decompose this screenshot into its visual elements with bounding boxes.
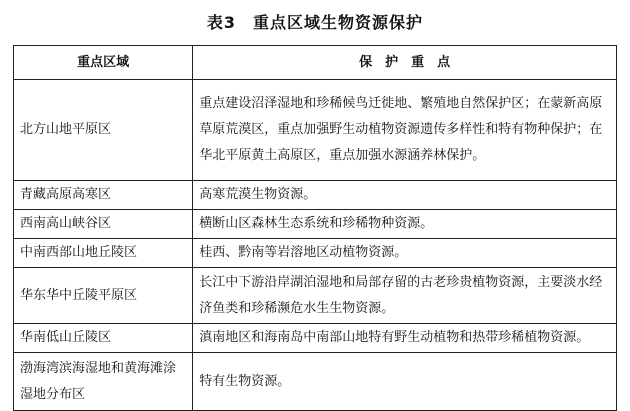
table-title: 表3 重点区域生物资源保护 (206, 13, 424, 32)
row-area: 中南西部山地丘陵区 (14, 239, 193, 268)
table-row (14, 324, 617, 353)
table-row (14, 268, 617, 324)
row-area: 华东华中丘陵平原区 (14, 268, 193, 324)
row-area: 渤海湾滨海湿地和黄海滩涂湿地分布区 (14, 353, 193, 411)
table-row (14, 80, 617, 181)
header-area: 重点区域 (14, 46, 193, 80)
table-header-row (14, 46, 617, 80)
row-focus: 横断山区森林生态系统和珍稀物种资源。 (193, 210, 617, 239)
table-row (14, 181, 617, 210)
protection-table (13, 45, 617, 411)
table-row (14, 210, 617, 239)
table-row (14, 353, 617, 411)
row-focus: 长江中下游沿岸湖泊湿地和局部存留的古老珍贵植物资源，主要淡水经济鱼类和珍稀濒危水生生物资源。 (193, 268, 617, 324)
row-focus: 滇南地区和海南岛中南部山地特有野生动植物和热带珍稀植物资源。 (193, 324, 617, 353)
row-area: 华南低山丘陵区 (14, 324, 193, 353)
row-area: 西南高山峡谷区 (14, 210, 193, 239)
header-focus: 保 护 重 点 (193, 46, 617, 80)
row-focus: 桂西、黔南等岩溶地区动植物资源。 (193, 239, 617, 268)
row-focus: 特有生物资源。 (193, 353, 617, 411)
table-row (14, 239, 617, 268)
row-focus: 重点建设沼泽湿地和珍稀候鸟迁徙地、繁殖地自然保护区；在蒙新高原草原荒漠区，重点加强野生动植物资源遗传多样性和特有物种保护；在华北平原黄土高原区，重点加强水源涵养林保护。 (193, 80, 617, 181)
row-focus: 高寒荒漠生物资源。 (193, 181, 617, 210)
row-area: 北方山地平原区 (14, 80, 193, 181)
row-area: 青藏高原高寒区 (14, 181, 193, 210)
